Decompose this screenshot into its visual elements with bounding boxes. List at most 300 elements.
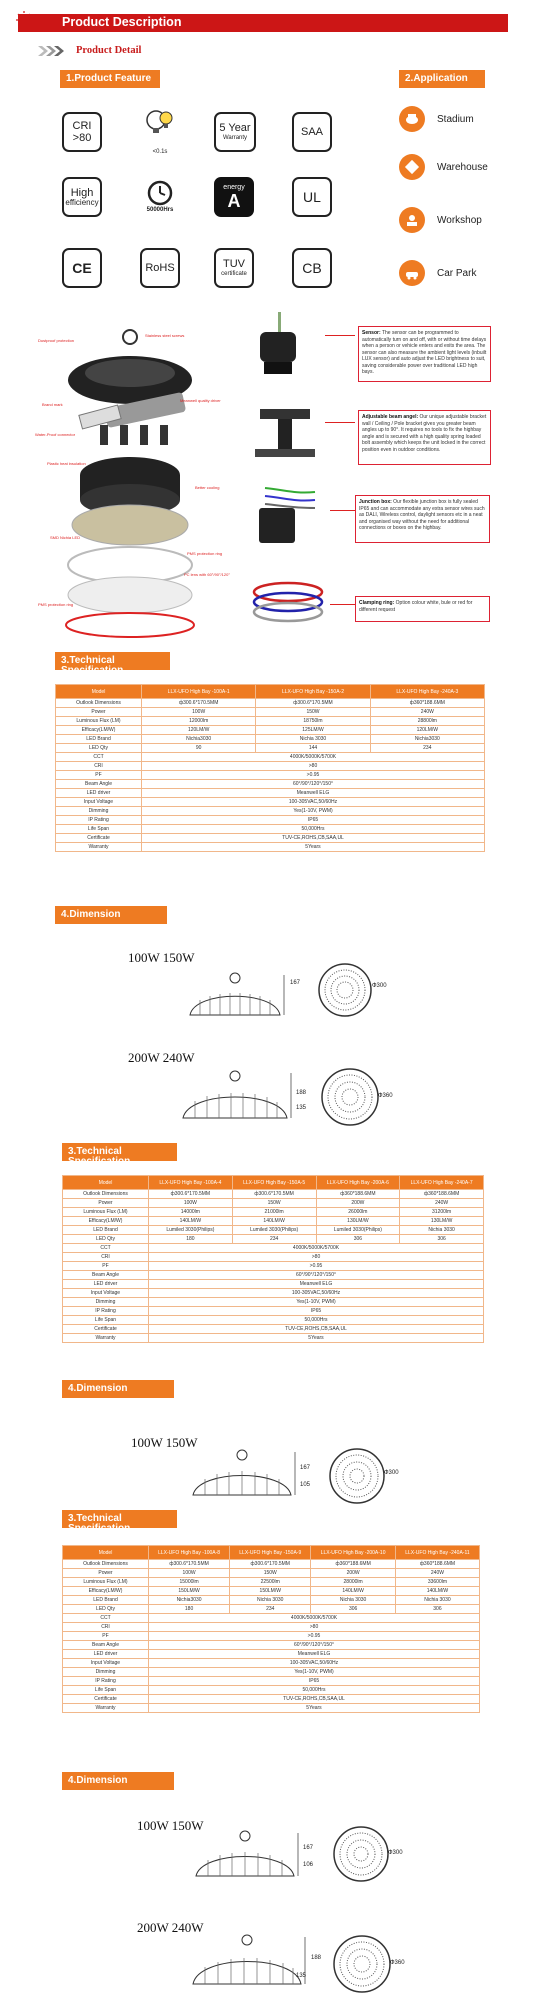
table-row xyxy=(56,699,485,708)
clamping-arrow xyxy=(330,604,355,605)
table-row xyxy=(63,1262,484,1271)
dimension-height2-5: 135 xyxy=(296,1973,307,1979)
table-header-cell: LLX-UFO High Bay -200A-6 xyxy=(316,1176,400,1190)
table-cell: 60°/90°/120°/150° xyxy=(149,1271,484,1280)
table-cell: 200W xyxy=(316,1199,400,1208)
table-row xyxy=(56,708,485,717)
table-row xyxy=(63,1280,484,1289)
table-cell: 240W xyxy=(395,1569,479,1578)
table-row xyxy=(63,1235,484,1244)
table-cell: Warranty xyxy=(56,843,142,852)
table-cell: ф360*188.6MM xyxy=(311,1560,396,1569)
clamping-ring-image xyxy=(250,578,326,626)
table-row xyxy=(63,1569,480,1578)
table-row xyxy=(56,780,485,789)
table-cell: LED Brand xyxy=(63,1226,149,1235)
table-row xyxy=(63,1208,484,1217)
table-cell: ф360*188.6MM xyxy=(370,699,484,708)
table-cell: 33600lm xyxy=(395,1578,479,1587)
section-subtitle: Product Detail xyxy=(76,45,142,56)
table-cell: LED driver xyxy=(56,789,142,798)
table-cell: 100W xyxy=(149,1569,230,1578)
table-cell: >80 xyxy=(149,1253,484,1262)
table-cell: LED Brand xyxy=(63,1596,149,1605)
table-cell: Nichia 3030 xyxy=(400,1226,484,1235)
dimension-height2-4: 106 xyxy=(303,1862,314,1868)
cb-text: CB xyxy=(302,260,322,276)
table-cell: LED Qty xyxy=(63,1605,149,1614)
dimension-label-4: 100W 150W xyxy=(137,1818,204,1833)
table-cell: 28000lm xyxy=(311,1578,396,1587)
table-row xyxy=(63,1226,484,1235)
table-header-cell: LLX-UFO High Bay -240A-7 xyxy=(400,1176,484,1190)
table-cell: Yes(1-10V, PWM) xyxy=(149,1668,480,1677)
table-cell: Certificate xyxy=(63,1695,149,1704)
dimension-label-2: 200W 240W xyxy=(128,1050,195,1065)
table-cell: Lumiled 3030(Philips) xyxy=(316,1226,400,1235)
table-cell: LED driver xyxy=(63,1650,149,1659)
table-cell: 4000K/5000K/5700K xyxy=(142,753,485,762)
dimension-height-5: 188 xyxy=(311,1955,322,1961)
lifetime-badge xyxy=(140,177,180,217)
table-cell: Nichia3030 xyxy=(149,1596,230,1605)
table-cell: 50,000Hrs xyxy=(142,825,485,834)
table-row xyxy=(56,825,485,834)
spec-table-3 xyxy=(62,1545,480,1713)
table-cell: CRI xyxy=(56,762,142,771)
table-cell: 306 xyxy=(400,1235,484,1244)
dimension-side-view-4 xyxy=(188,1828,303,1886)
table-cell: CCT xyxy=(56,753,142,762)
rohs-text: RoHS xyxy=(145,262,175,274)
warranty-bottom: Warranty xyxy=(222,135,248,141)
table-cell: 5Years xyxy=(149,1704,480,1713)
bracket-note-body: Our unique adjustable bracket wall / Ceiling / Pole bracket gives you greater beam angles up to 90°. It requires no tools to fix the highbay angle and is secured with a high quality spring loaded bolt assembly which keeps the unit locked in the correct position even in outdoor conditions. xyxy=(362,414,487,453)
table-row xyxy=(63,1686,480,1695)
table-cell: CCT xyxy=(63,1614,149,1623)
energy-grade: A xyxy=(227,191,241,211)
dimension-height-4: 167 xyxy=(303,1845,314,1851)
table-row xyxy=(63,1325,484,1334)
table-header-cell: LLX-UFO High Bay -150A-5 xyxy=(232,1176,316,1190)
table-row xyxy=(63,1298,484,1307)
table-header-cell: Model xyxy=(63,1176,149,1190)
table-cell: 125LM/W xyxy=(256,726,370,735)
dimension-heading-1: 4.Dimension xyxy=(55,906,167,924)
car-park-icon xyxy=(399,260,425,286)
table-cell: ф360*188.6MM xyxy=(316,1190,400,1199)
table-cell: Nichia 3030 xyxy=(311,1596,396,1605)
table-cell: 4000K/5000K/5700K xyxy=(149,1244,484,1253)
table-cell: 120LM/W xyxy=(370,726,484,735)
dimension-height-3: 167 xyxy=(300,1465,311,1471)
dimension-width-4: Ф300 xyxy=(388,1850,403,1856)
label-driver: Meanwell quality driver xyxy=(180,398,221,403)
table-row xyxy=(56,807,485,816)
table-row xyxy=(63,1677,480,1686)
table-cell: 140LM/W xyxy=(232,1217,316,1226)
table-cell: 60°/90°/120°/150° xyxy=(142,780,485,789)
junction-note-body: Our flexible junction box is fully sealed IP65 and can accommodate any extra sensor wires such as DALI, Wireless control, daylight sensors etc in a neat and organised way without the need for additional connections or boxes on the highbay. xyxy=(359,499,485,531)
table-cell: IP65 xyxy=(142,816,485,825)
cri-badge xyxy=(62,112,102,152)
energy-badge xyxy=(214,177,254,217)
table-cell: TUV-CE,ROHS,CB,SAA,UL xyxy=(142,834,485,843)
sensor-image xyxy=(250,312,320,382)
dimension-height2-3: 105 xyxy=(300,1482,311,1488)
table-cell: IP Rating xyxy=(63,1677,149,1686)
table-header-cell: LLX-UFO High Bay -100A-8 xyxy=(149,1546,230,1560)
table-cell: Certificate xyxy=(63,1325,149,1334)
table-header-cell: LLX-UFO High Bay -100A-1 xyxy=(142,685,256,699)
table-row xyxy=(63,1623,480,1632)
table-cell: 100-305VAC,50/60Hz xyxy=(149,1289,484,1298)
table-row xyxy=(56,735,485,744)
table-header-row xyxy=(63,1176,484,1190)
instant-on-badge xyxy=(140,108,180,156)
efficiency-badge xyxy=(62,177,102,217)
dimension-width-2: Ф360 xyxy=(378,1093,393,1099)
table-cell: Efficacy(LM/W) xyxy=(63,1217,149,1226)
table-cell: TUV-CE,ROHS,CB,SAA,UL xyxy=(149,1695,480,1704)
table-cell: 306 xyxy=(311,1605,396,1614)
bulb-caption: <0.1s xyxy=(152,149,168,155)
label-lens: PC lens with 60°/90°/120° xyxy=(184,572,230,577)
table-cell: 15000lm xyxy=(149,1578,230,1587)
table-row xyxy=(56,816,485,825)
dimension-side-view-3 xyxy=(185,1447,300,1505)
table-header-cell: LLX-UFO High Bay -240A-3 xyxy=(370,685,484,699)
table-row xyxy=(56,762,485,771)
table-cell: 140LM/W xyxy=(395,1587,479,1596)
table-cell: >0.95 xyxy=(149,1632,480,1641)
table-cell: 200W xyxy=(311,1569,396,1578)
table-cell: Dimming xyxy=(63,1298,149,1307)
tuv-bottom: certificate xyxy=(221,271,247,277)
table-cell: Efficacy(LM/W) xyxy=(56,726,142,735)
table-cell: 240W xyxy=(400,1199,484,1208)
table-header-cell: LLX-UFO High Bay -240A-11 xyxy=(395,1546,479,1560)
table-cell: TUV-CE,ROHS,CB,SAA,UL xyxy=(149,1325,484,1334)
label-dustproof: Dustproof protection xyxy=(38,338,75,343)
table-row xyxy=(63,1587,480,1596)
page-title: Product Description xyxy=(62,15,182,29)
table-cell: ф300.6*170.5MM xyxy=(230,1560,311,1569)
dimension-width-1: Ф300 xyxy=(372,983,387,989)
table-cell: ф300.6*170.5MM xyxy=(232,1190,316,1199)
dimension-label-1: 100W 150W xyxy=(128,950,195,965)
spec-table-2 xyxy=(62,1175,484,1343)
dimension-height-1: 167 xyxy=(290,980,301,986)
bracket-note xyxy=(358,410,491,465)
table-row xyxy=(63,1560,480,1569)
table-cell: PF xyxy=(63,1262,149,1271)
table-cell: 150LM/W xyxy=(149,1587,230,1596)
table-cell: Luminous Flux (LM) xyxy=(63,1578,149,1587)
dimension-side-view-5 xyxy=(185,1932,310,1994)
bracket-image xyxy=(250,404,330,464)
label-smd: SMD Nichia LED xyxy=(50,535,81,540)
bracket-note-title: Adjustable beam angel: xyxy=(362,414,419,420)
table-row xyxy=(63,1217,484,1226)
table-cell: 12000lm xyxy=(142,717,256,726)
dimension-top-view-1 xyxy=(315,960,375,1020)
table-cell: PF xyxy=(63,1632,149,1641)
table-cell: >0.95 xyxy=(149,1262,484,1271)
tuv-top: TUV xyxy=(223,258,245,270)
table-row xyxy=(63,1695,480,1704)
junction-note-title: Junction box: xyxy=(359,499,392,505)
table-row xyxy=(63,1578,480,1587)
junction-arrow xyxy=(330,510,355,511)
rohs-badge xyxy=(140,248,180,288)
clamping-note-body: Option colour white, bule or red for different request xyxy=(359,600,473,613)
table-row xyxy=(63,1199,484,1208)
table-row xyxy=(63,1316,484,1325)
dimension-height2-2: 135 xyxy=(296,1105,307,1111)
table-header-cell: Model xyxy=(63,1546,149,1560)
saa-badge xyxy=(292,112,332,152)
table-cell: PF xyxy=(56,771,142,780)
table-row xyxy=(63,1659,480,1668)
table-cell: Meanwell ELG xyxy=(149,1280,484,1289)
table-cell: 306 xyxy=(395,1605,479,1614)
table-cell: 26000lm xyxy=(316,1208,400,1217)
table-cell: 144 xyxy=(256,744,370,753)
table-row xyxy=(56,798,485,807)
table-cell: 4000K/5000K/5700K xyxy=(149,1614,480,1623)
app-label-stadium: Stadium xyxy=(437,114,474,125)
table-cell: 50,000Hrs xyxy=(149,1316,484,1325)
table-cell: ф300.6*170.5MM xyxy=(149,1560,230,1569)
junction-box-image xyxy=(255,478,330,548)
tuv-badge xyxy=(214,248,254,288)
table-cell: Beam Angle xyxy=(56,780,142,789)
table-cell: Efficacy(LM/W) xyxy=(63,1587,149,1596)
table-cell: 140LM/W xyxy=(311,1587,396,1596)
table-cell: Life Span xyxy=(63,1686,149,1695)
table-cell: 240W xyxy=(370,708,484,717)
spec-table-1 xyxy=(55,684,485,852)
table-cell: 180 xyxy=(149,1605,230,1614)
table-header-cell: LLX-UFO High Bay -100A-4 xyxy=(149,1176,233,1190)
table-cell: Warranty xyxy=(63,1704,149,1713)
label-ring1: PMS protection ring xyxy=(187,551,223,556)
dimension-width-5: Ф360 xyxy=(390,1960,405,1966)
table-cell: 234 xyxy=(232,1235,316,1244)
dimension-top-view-3 xyxy=(326,1445,388,1507)
table-cell: Outlook Dimensions xyxy=(56,699,142,708)
dimension-heading-3: 4.Dimension xyxy=(62,1772,174,1790)
table-cell: Yes(1-10V, PWM) xyxy=(149,1298,484,1307)
workshop-icon xyxy=(399,207,425,233)
table-cell: Nichia 3030 xyxy=(230,1596,311,1605)
table-cell: >80 xyxy=(142,762,485,771)
dimension-label-5: 200W 240W xyxy=(137,1920,204,1935)
table-cell: 100W xyxy=(142,708,256,717)
ce-text: CE xyxy=(72,260,92,276)
table-cell: 120LM/W xyxy=(142,726,256,735)
cri-bottom: >80 xyxy=(72,132,92,144)
table-cell: Warranty xyxy=(63,1334,149,1343)
table-header-cell: LLX-UFO High Bay -150A-2 xyxy=(256,685,370,699)
table-row xyxy=(56,717,485,726)
exploded-view-diagram xyxy=(30,325,245,640)
table-cell: 21000lm xyxy=(232,1208,316,1217)
table-cell: 234 xyxy=(370,744,484,753)
table-cell: 14000lm xyxy=(149,1208,233,1217)
table-cell: 150W xyxy=(256,708,370,717)
table-cell: Nichia3030 xyxy=(142,735,256,744)
dimension-top-view-4 xyxy=(330,1823,392,1885)
table-cell: CRI xyxy=(63,1253,149,1262)
bulb-icon xyxy=(145,108,175,144)
table-cell: ф300.6*170.5MM xyxy=(142,699,256,708)
table-cell: Nichia3030 xyxy=(370,735,484,744)
table-cell: 5Years xyxy=(149,1334,484,1343)
sensor-note-title: Sensor: xyxy=(362,330,381,336)
table-row xyxy=(63,1289,484,1298)
dimension-top-view-5 xyxy=(330,1932,394,1996)
table-cell: IP Rating xyxy=(56,816,142,825)
table-cell: Outlook Dimensions xyxy=(63,1560,149,1569)
table-header-cell: Model xyxy=(56,685,142,699)
table-row xyxy=(56,726,485,735)
table-cell: 150W xyxy=(232,1199,316,1208)
table-cell: Input Voltage xyxy=(56,798,142,807)
tech-spec-heading-1: 3.Technical Specification xyxy=(55,652,170,670)
table-cell: LED driver xyxy=(63,1280,149,1289)
table-cell: 50,000Hrs xyxy=(149,1686,480,1695)
table-cell: Power xyxy=(63,1199,149,1208)
table-cell: 234 xyxy=(230,1605,311,1614)
table-cell: 60°/90°/120°/150° xyxy=(149,1641,480,1650)
feature-heading: 1.Product Feature xyxy=(60,70,160,88)
saa-text: SAA xyxy=(300,126,323,138)
table-cell: 5Years xyxy=(142,843,485,852)
ul-text: UL xyxy=(303,189,321,205)
sensor-note-body: The sensor can be programmed to automatically turn on and off, with or without time delays when a person or vehicle enters and exits the area. The sensor can also measure the ambient light levels (inbuilt LUX sensor) and auto adjust the LED brightness to suit, saving considerable power over traditional LED high bays. xyxy=(362,330,487,375)
table-cell: Yes(1-10V, PWM) xyxy=(142,807,485,816)
table-cell: Meanwell ELG xyxy=(142,789,485,798)
app-label-warehouse: Warehouse xyxy=(437,162,488,173)
table-cell: Beam Angle xyxy=(63,1641,149,1650)
table-cell: 22500lm xyxy=(230,1578,311,1587)
high-bottom: efficiency xyxy=(65,198,99,207)
dimension-top-view-2 xyxy=(318,1065,382,1129)
table-row xyxy=(63,1641,480,1650)
table-header-row xyxy=(56,685,485,699)
table-header-row xyxy=(63,1546,480,1560)
table-cell: Lumiled 3030(Philips) xyxy=(149,1226,233,1235)
table-cell: ф300.6*170.5MM xyxy=(256,699,370,708)
table-cell: 18750lm xyxy=(256,717,370,726)
table-cell: 31200lm xyxy=(400,1208,484,1217)
label-ring2: PMS protection ring xyxy=(38,602,74,607)
table-cell: Dimming xyxy=(56,807,142,816)
junction-note xyxy=(355,495,490,543)
table-header-cell: LLX-UFO High Bay -200A-10 xyxy=(311,1546,396,1560)
table-cell: Beam Angle xyxy=(63,1271,149,1280)
dimension-width-3: Ф300 xyxy=(384,1470,399,1476)
table-cell: Lumiled 3030(Philips) xyxy=(232,1226,316,1235)
table-row xyxy=(63,1650,480,1659)
app-label-workshop: Workshop xyxy=(437,215,482,226)
table-row xyxy=(63,1668,480,1677)
table-cell: Nichia 3030 xyxy=(256,735,370,744)
bracket-arrow xyxy=(325,422,355,423)
cb-badge xyxy=(292,248,332,288)
table-cell: LED Qty xyxy=(56,744,142,753)
table-cell: Luminous Flux (LM) xyxy=(56,717,142,726)
app-label-car-park: Car Park xyxy=(437,268,477,279)
table-cell: IP Rating xyxy=(63,1307,149,1316)
table-cell: 90 xyxy=(142,744,256,753)
stadium-icon xyxy=(399,106,425,132)
label-brand: Brand mark xyxy=(42,402,63,407)
cri-top: CRI xyxy=(72,120,92,132)
high-top: High xyxy=(70,187,94,199)
table-row xyxy=(56,744,485,753)
ce-badge xyxy=(62,248,102,288)
clamping-note-title: Clamping ring: xyxy=(359,600,395,606)
table-cell: >80 xyxy=(149,1623,480,1632)
table-cell: ф360*188.6MM xyxy=(400,1190,484,1199)
energy-word: energy xyxy=(223,184,245,191)
table-cell: LED Qty xyxy=(63,1235,149,1244)
table-cell: CCT xyxy=(63,1244,149,1253)
label-insulation: Plastic heat insulation xyxy=(47,461,86,466)
dimension-side-view-1 xyxy=(180,970,290,1025)
table-cell: 130LM/W xyxy=(316,1217,400,1226)
table-cell: 100W xyxy=(149,1199,233,1208)
table-row xyxy=(63,1596,480,1605)
table-cell: IP65 xyxy=(149,1307,484,1316)
table-cell: 130LM/W xyxy=(400,1217,484,1226)
table-cell: Life Span xyxy=(56,825,142,834)
table-cell: Luminous Flux (LM) xyxy=(63,1208,149,1217)
dimension-label-3: 100W 150W xyxy=(131,1435,198,1450)
warranty-badge xyxy=(214,112,256,152)
table-cell: 150W xyxy=(230,1569,311,1578)
table-cell: Certificate xyxy=(56,834,142,843)
table-cell: ф360*188.6MM xyxy=(395,1560,479,1569)
table-cell: 150LM/W xyxy=(230,1587,311,1596)
table-cell: 180 xyxy=(149,1235,233,1244)
dimension-height-2: 188 xyxy=(296,1090,307,1096)
clamping-note xyxy=(355,596,490,622)
table-cell: Power xyxy=(63,1569,149,1578)
table-cell: Outlook Dimensions xyxy=(63,1190,149,1199)
table-row xyxy=(63,1614,480,1623)
table-cell: Life Span xyxy=(63,1316,149,1325)
sensor-arrow xyxy=(325,335,355,336)
warranty-top: 5 Year xyxy=(219,122,251,134)
tech-spec-heading-3: 3.Technical Specification xyxy=(62,1510,177,1528)
dimension-side-view-2 xyxy=(175,1068,295,1128)
table-row xyxy=(56,834,485,843)
table-cell: 100-305VAC,50/60Hz xyxy=(142,798,485,807)
application-heading: 2.Application xyxy=(399,70,485,88)
table-cell: IP65 xyxy=(149,1677,480,1686)
table-row xyxy=(56,753,485,762)
table-cell: Power xyxy=(56,708,142,717)
table-cell: >0.95 xyxy=(142,771,485,780)
table-row xyxy=(63,1253,484,1262)
table-cell: ф300.6*170.5MM xyxy=(149,1190,233,1199)
table-row xyxy=(56,771,485,780)
table-cell: 140LM/W xyxy=(149,1217,233,1226)
